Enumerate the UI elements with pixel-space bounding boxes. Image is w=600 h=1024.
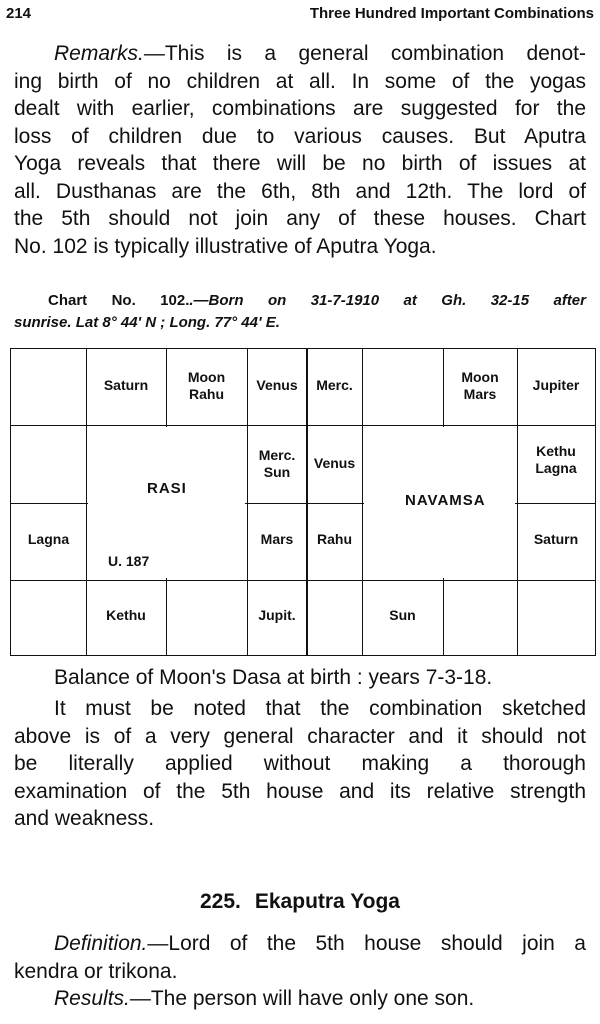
remarks-line: No. 102 is typically illustrative of Aputra Yoga. [14, 234, 437, 258]
navamsa-cell-top-1: Merc. [316, 377, 353, 393]
remarks-line-1: Remarks.—This is a general combination denot- [54, 42, 586, 65]
rasi-cell-bottom-2: Kethu [106, 607, 146, 623]
rasi-chart [10, 348, 308, 656]
definition-paragraph [14, 930, 586, 1013]
navamsa-center-label: NAVAMSA [405, 492, 486, 509]
remarks-paragraph [14, 40, 586, 260]
navamsa-cell-left-2: Rahu [317, 531, 352, 547]
definition-line-1: Definition.—Lord of the 5th house should join a [54, 932, 586, 955]
note-line: and weakness. [14, 807, 155, 830]
note-line: be literally applied without making a thorough [14, 752, 586, 775]
remarks-line: ing birth of no children at all. In some of the yogas [14, 69, 586, 93]
caption-line-2: sunrise. Lat 8° 44' N ; Long. 77° 44' E. [14, 314, 280, 331]
navamsa-cell-top-3: Moon Mars [461, 369, 499, 402]
rasi-cell-right-1: Merc. Sun [258, 447, 296, 480]
remarks-line: all. Dusthanas are the 6th, 8th and 12th. The lord of [14, 179, 586, 203]
note-line: examination of the 5th house and its relative strength [14, 779, 586, 803]
definition-line-2: kendra or trikona. [14, 959, 178, 983]
rasi-cell-left-2: Lagna [27, 531, 70, 547]
rasi-center-label: RASI [147, 480, 187, 497]
remarks-line: the 5th should not join any of these houses. Chart [14, 207, 586, 230]
balance-line: Balance of Moon's Dasa at birth : years 7-3-18. [54, 666, 493, 689]
navamsa-cell-right-2: Saturn [533, 531, 579, 547]
running-head [6, 5, 594, 25]
rasi-cell-top-3: Moon Rahu [187, 369, 226, 402]
remarks-line: Yoga reveals that there will be no birth of issues at [14, 152, 586, 175]
definition-label: Definition. [54, 932, 148, 955]
remarks-line: loss of children due to various causes. But Aputra [14, 124, 586, 148]
caption-line-1: Chart No. 102..—Born on 31-7-1910 at Gh. 32-15 after [48, 292, 586, 309]
navamsa-cell-top-4: Jupiter [532, 377, 580, 393]
rasi-cell-bottom-4: Jupit. [258, 607, 296, 623]
navamsa-chart [306, 348, 596, 656]
note-line: It must be noted that the combination sketched [54, 697, 586, 720]
results-label: Results. [54, 987, 130, 1010]
horoscope-charts [10, 348, 598, 656]
rasi-cell-top-2: Saturn [103, 377, 149, 393]
remarks-line: dealt with earlier, combinations are suggested for the [14, 97, 586, 120]
section-number: 225. [200, 890, 241, 913]
navamsa-cell-left-1: Venus [313, 455, 356, 471]
section-heading [0, 890, 600, 914]
note-paragraph [14, 695, 586, 833]
results-line: Results.—The person will have only one son. [54, 987, 475, 1010]
rasi-cell-top-4: Venus [256, 377, 298, 393]
navamsa-cell-bottom-2: Sun [389, 607, 416, 623]
remarks-label: Remarks. [54, 42, 144, 65]
rasi-cell-right-2: Mars [260, 531, 294, 547]
section-title: Ekaputra Yoga [254, 890, 400, 913]
page-number: 214 [6, 5, 32, 22]
navamsa-cell-right-1: Kethu Lagna [535, 443, 577, 476]
chart-caption [14, 290, 586, 334]
rasi-note: U. 187 [108, 553, 150, 569]
running-title: Three Hundred Important Combinations [309, 5, 594, 22]
chart-number: Chart No. 102. [48, 292, 190, 309]
note-line: above is of a very general character and it should not [14, 724, 586, 748]
